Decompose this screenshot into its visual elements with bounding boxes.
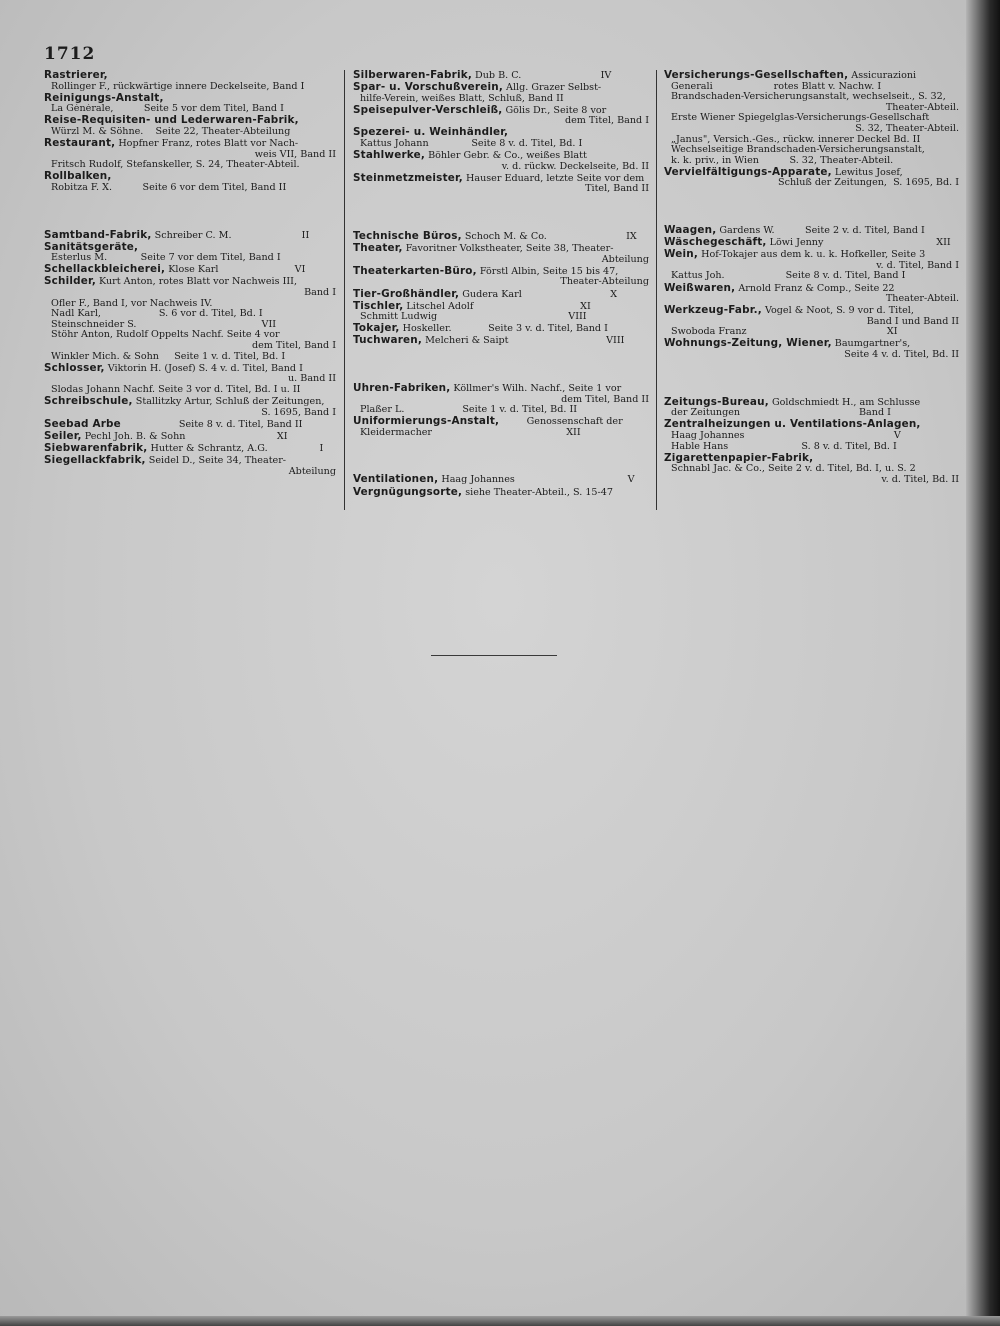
directory-entry xyxy=(353,416,649,438)
entry-heading: Tuchwaren, xyxy=(353,335,423,347)
entry-heading: Theaterkarten-Büro, xyxy=(353,265,477,277)
entry-line xyxy=(664,453,959,465)
entry-line xyxy=(44,264,336,276)
entry-text: Hauser Eduard, letzte Seite vor dem xyxy=(462,172,645,184)
entry-text: Gölis Dr., Seite 8 vor xyxy=(502,104,607,116)
entry-line xyxy=(664,167,959,179)
entry-heading: Restaurant, xyxy=(44,138,116,150)
entry-heading: Siegellackfabrik, xyxy=(44,454,146,466)
entry-line xyxy=(353,70,649,82)
entry-heading: Theater, xyxy=(353,243,403,255)
entry-line xyxy=(664,442,959,453)
entry-line xyxy=(664,261,959,272)
entry-text: Klose Karl VI xyxy=(165,264,306,276)
entry-heading: Rastrierer, xyxy=(44,70,108,81)
entry-text: Baumgartner's, xyxy=(831,338,911,350)
entry-text: Brandschaden-Versicherungsanstalt, wechselseit., S. 32, xyxy=(671,92,946,103)
entry-line xyxy=(664,317,959,328)
entry-line xyxy=(353,82,649,94)
page-number: 1712 xyxy=(44,44,96,64)
entry-text: Kurt Anton, rotes Blatt vor Nachweis III, xyxy=(96,276,298,288)
entry-line xyxy=(664,124,959,135)
directory-entry xyxy=(353,301,649,323)
entry-text: Lewitus Josef, xyxy=(831,166,903,178)
directory-entry xyxy=(44,363,336,396)
entry-text: Stöhr Anton, Rudolf Oppelts Nachf. Seite 4 vor xyxy=(51,330,280,341)
entry-line xyxy=(44,363,336,375)
entry-heading: Seiler, xyxy=(44,430,82,442)
entry-text: Würzl M. & Söhne. Seite 22, Theater-Abteilung xyxy=(51,126,291,137)
entry-line xyxy=(353,150,649,162)
entry-heading: Werkzeug-Fabr., xyxy=(664,305,762,317)
directory-entry xyxy=(664,419,959,452)
entry-heading: Tier-Großhändler, xyxy=(353,288,460,300)
directory-entry xyxy=(44,242,336,264)
entry-line xyxy=(664,305,959,317)
entry-text: Melcheri & Saipt VIII xyxy=(422,335,625,347)
directory-entry xyxy=(353,105,649,127)
directory-entry xyxy=(353,150,649,172)
entry-text: Kleidermacher XII xyxy=(360,427,581,438)
entry-heading: Vervielfältigungs-Apparate, xyxy=(664,166,832,178)
entry-text: Schnabl Jac. & Co., Seite 2 v. d. Titel, Bd. I, u. S. 2 xyxy=(671,464,916,475)
entry-heading: Wäschegeschäft, xyxy=(664,237,767,249)
entry-text: La Générale, Seite 5 vor dem Titel, Band I xyxy=(51,104,284,115)
entry-line xyxy=(44,150,336,161)
entry-line xyxy=(353,383,649,395)
entry-text: Schmitt Ludwig VIII xyxy=(360,312,587,323)
entry-line xyxy=(353,116,649,127)
entry-line xyxy=(353,289,649,301)
entry-line xyxy=(353,335,649,347)
entry-line xyxy=(44,443,336,455)
entry-line xyxy=(353,162,649,173)
entry-text: Theater-Abteilung xyxy=(560,277,649,288)
directory-entry xyxy=(664,283,959,305)
entry-line xyxy=(44,242,336,254)
directory-entry xyxy=(664,167,959,189)
entry-text: S. 1695, Band I xyxy=(261,407,336,418)
entry-text: Plaßer L. Seite 1 v. d. Titel, Bd. II xyxy=(360,405,578,416)
entry-line xyxy=(664,70,959,82)
directory-entry xyxy=(353,70,649,82)
entry-line xyxy=(353,395,649,406)
entry-line xyxy=(664,408,959,419)
entry-text: Seidel D., Seite 34, Theater- xyxy=(145,454,287,466)
entry-line xyxy=(664,419,959,431)
directory-entry xyxy=(353,231,649,243)
entry-heading: Waagen, xyxy=(664,225,717,237)
entry-text: dem Titel, Band I xyxy=(251,340,336,351)
entry-heading: Zigarettenpapier-Fabrik, xyxy=(664,452,814,464)
entry-heading: Versicherungs-Gesellschaften, xyxy=(664,70,849,81)
entry-text: Slodas Johann Nachf. Seite 3 vor d. Titel, Bd. I u. II xyxy=(51,384,301,395)
entry-line xyxy=(353,139,649,150)
entry-line xyxy=(353,416,649,428)
entry-line xyxy=(353,231,649,243)
entry-line xyxy=(353,173,649,185)
entry-text: v. d. rückw. Deckelseite, Bd. II xyxy=(501,161,649,172)
entry-text: Goldschmiedt H., am Schlusse xyxy=(768,396,921,408)
directory-entry xyxy=(44,443,336,455)
entry-heading: Vergnügungsorte, xyxy=(353,486,463,498)
entry-line xyxy=(664,350,959,361)
entry-text: Abteilung xyxy=(601,254,649,265)
entry-line xyxy=(664,135,959,146)
directory-entry xyxy=(44,230,336,242)
entry-heading: Tokajer, xyxy=(353,323,400,335)
entry-text: weis VII, Band II xyxy=(254,149,336,160)
entry-heading: Sanitätsgeräte, xyxy=(44,241,139,253)
entry-line xyxy=(44,385,336,396)
entry-text: hilfe-Verein, weißes Blatt, Schluß, Band II xyxy=(360,93,564,104)
entry-line xyxy=(664,225,959,237)
entry-line xyxy=(664,103,959,114)
entry-text: k. k. priv., in Wien S. 32, Theater-Abteil. xyxy=(671,155,894,166)
entry-line xyxy=(44,171,336,183)
entry-line xyxy=(353,255,649,266)
entry-line xyxy=(664,283,959,295)
entry-heading: Silberwaren-Fabrik, xyxy=(353,70,472,81)
entry-text: S. 32, Theater-Abteil. xyxy=(855,123,959,134)
entry-text: Viktorin H. (Josef) S. 4 v. d. Titel, Band I xyxy=(104,362,303,374)
directory-entry xyxy=(44,171,336,193)
entry-line xyxy=(664,271,959,282)
directory-entry xyxy=(353,487,649,499)
entry-line xyxy=(44,183,336,194)
entry-text: v. d. Titel, Bd. II xyxy=(881,474,959,485)
entry-text: dem Titel, Band II xyxy=(561,394,649,405)
directory-entry xyxy=(664,225,959,237)
entry-text: Erste Wiener Spiegelglas-Versicherungs-Gesellschaft xyxy=(671,113,930,124)
directory-entry xyxy=(44,276,336,362)
entry-line xyxy=(44,467,336,478)
entry-text: Kattus Johann Seite 8 v. d. Titel, Bd. I xyxy=(360,139,583,150)
entry-text: Allg. Grazer Selbst- xyxy=(503,82,602,94)
entry-text: Hof-Tokajer aus dem k. u. k. Hofkeller, Seite 3 xyxy=(698,249,926,261)
entry-line xyxy=(44,341,336,352)
entry-text: Hoskeller. Seite 3 v. d. Titel, Band I xyxy=(399,323,608,335)
entry-text: Hopfner Franz, rotes Blatt vor Nach- xyxy=(115,138,299,150)
directory-entry xyxy=(44,70,336,92)
directory-entry xyxy=(353,82,649,104)
index-column-3 xyxy=(664,70,959,486)
directory-entry xyxy=(353,323,649,335)
entry-line xyxy=(44,330,336,341)
directory-entry xyxy=(664,397,959,419)
entry-line xyxy=(664,237,959,249)
entry-text: Stallitzky Artur, Schluß der Zeitungen, xyxy=(132,395,325,407)
entry-line xyxy=(44,82,336,93)
entry-text: Nadl Karl, S. 6 vor d. Titel, Bd. I xyxy=(51,309,263,320)
entry-line xyxy=(664,327,959,338)
entry-text: der Zeitungen Band I xyxy=(671,408,891,419)
entry-line xyxy=(44,431,336,443)
entry-text: Hutter & Schrantz, A.G. I xyxy=(147,442,324,454)
entry-line xyxy=(44,455,336,467)
entry-text: Fritsch Rudolf, Stefanskeller, S. 24, Theater-Abteil. xyxy=(51,160,300,171)
entry-line xyxy=(44,374,336,385)
entry-heading: Spar- u. Vorschußverein, xyxy=(353,82,503,94)
entry-line xyxy=(353,487,649,499)
directory-entry xyxy=(353,173,649,195)
directory-entry xyxy=(353,127,649,149)
entry-line xyxy=(44,276,336,288)
entry-line xyxy=(664,464,959,475)
entry-text: Dub B. C. IV xyxy=(472,70,612,81)
entry-heading: Ventilationen, xyxy=(353,474,439,486)
entry-text: siehe Theater-Abteil., S. 15-47 xyxy=(462,486,613,498)
entry-text: Schreiber C. M. II xyxy=(151,229,310,241)
directory-entry xyxy=(44,115,336,137)
entry-text: Litschel Adolf XI xyxy=(403,300,591,312)
entry-line xyxy=(44,93,336,105)
entry-text: u. Band II xyxy=(288,374,336,385)
directory-entry xyxy=(353,335,649,347)
page-edge-bottom xyxy=(0,1316,1000,1326)
entry-line xyxy=(664,338,959,350)
entry-line xyxy=(44,253,336,264)
entry-text: Haag Johannes V xyxy=(671,430,901,441)
entry-text: Hable Hans S. 8 v. d. Titel, Bd. I xyxy=(671,441,897,452)
entry-text: Steinschneider S. VII xyxy=(51,319,277,330)
entry-line xyxy=(664,82,959,93)
entry-line xyxy=(44,288,336,299)
entry-text: Wechselseitige Brandschaden-Versicherungsanstalt, xyxy=(671,145,925,156)
entry-heading: Rollbalken, xyxy=(44,171,112,183)
entry-line xyxy=(664,178,959,189)
entry-heading: Reinigungs-Anstalt, xyxy=(44,92,164,104)
directory-entry xyxy=(664,237,959,249)
directory-entry xyxy=(353,474,649,486)
directory-entry xyxy=(353,243,649,265)
entry-text: Ofler F., Band I, vor Nachweis IV. xyxy=(51,298,213,309)
entry-heading: Zeitungs-Bureau, xyxy=(664,396,769,408)
entry-heading: Zentralheizungen u. Ventilations-Anlagen, xyxy=(664,419,921,431)
entry-text: Band I und Band II xyxy=(866,316,959,327)
entry-heading: Seebad Arbe xyxy=(44,418,121,430)
entry-text: Rollinger F., rückwärtige innere Deckelseite, Band I xyxy=(51,81,305,92)
entry-text: Robitza F. X. Seite 6 vor dem Titel, Band II xyxy=(51,182,287,193)
directory-entry xyxy=(44,93,336,115)
entry-line xyxy=(353,428,649,439)
directory-entry xyxy=(44,264,336,276)
entry-line xyxy=(44,70,336,82)
entry-line xyxy=(44,127,336,138)
entry-heading: Uhren-Fabriken, xyxy=(353,382,451,394)
entry-text: Haag Johannes V xyxy=(438,474,635,486)
directory-entry xyxy=(353,266,649,288)
entry-text: Schluß der Zeitungen, S. 1695, Bd. I xyxy=(778,178,959,189)
entry-heading: Speisepulver-Verschleiß, xyxy=(353,104,503,116)
entry-line xyxy=(44,320,336,331)
entry-heading: Spezerei- u. Weinhändler, xyxy=(353,127,509,139)
entry-text: Theater-Abteil. xyxy=(885,102,959,113)
entry-heading: Siebwarenfabrik, xyxy=(44,442,148,454)
entry-line xyxy=(44,138,336,150)
entry-text: Köllmer's Wilh. Nachf., Seite 1 vor xyxy=(450,382,622,394)
entry-line xyxy=(664,249,959,261)
entry-line xyxy=(664,431,959,442)
directory-entry xyxy=(664,70,959,166)
entry-line xyxy=(664,92,959,103)
entry-line xyxy=(353,301,649,313)
entry-line xyxy=(44,419,336,431)
directory-entry xyxy=(353,289,649,301)
entry-heading: Schilder, xyxy=(44,276,96,288)
entry-text: Genossenschaft der xyxy=(499,416,623,428)
directory-entry xyxy=(664,453,959,486)
entry-text: Seite 8 v. d. Titel, Band II xyxy=(120,418,303,430)
entry-line xyxy=(353,105,649,117)
entry-heading: Schlosser, xyxy=(44,362,105,374)
entry-heading: Steinmetzmeister, xyxy=(353,172,463,184)
section-divider xyxy=(431,655,557,656)
entry-line xyxy=(664,294,959,305)
entry-text: Pechl Joh. B. & Sohn XI xyxy=(81,430,288,442)
entry-text: Gudera Karl X xyxy=(459,288,618,300)
index-column-2 xyxy=(353,70,649,499)
entry-text: „Janus", Versich.-Ges., rückw. innerer Deckel Bd. II xyxy=(671,134,921,145)
entry-line xyxy=(44,408,336,419)
entry-heading: Wein, xyxy=(664,249,699,261)
entry-heading: Weißwaren, xyxy=(664,282,736,294)
entry-line xyxy=(44,299,336,310)
entry-line xyxy=(664,113,959,124)
entry-line xyxy=(353,405,649,416)
entry-text: Titel, Band II xyxy=(585,184,649,195)
entry-text: Vogel & Noot, S. 9 vor d. Titel, xyxy=(761,305,914,317)
entry-text: dem Titel, Band I xyxy=(564,116,649,127)
directory-entry xyxy=(44,419,336,431)
entry-heading: Uniformierungs-Anstalt, xyxy=(353,416,500,428)
entry-line xyxy=(353,312,649,323)
entry-line xyxy=(353,277,649,288)
entry-text: Schoch M. & Co. IX xyxy=(461,231,637,243)
entry-line xyxy=(44,396,336,408)
entry-heading: Stahlwerke, xyxy=(353,150,426,162)
entry-text: Band I xyxy=(304,288,336,298)
entry-heading: Schreibschule, xyxy=(44,395,133,407)
entry-line xyxy=(353,474,649,486)
directory-entry xyxy=(44,396,336,418)
entry-line xyxy=(44,104,336,115)
entry-text: Favoritner Volkstheater, Seite 38, Theater- xyxy=(402,243,614,255)
index-column-1 xyxy=(44,70,336,478)
entry-text: Gardens W. Seite 2 v. d. Titel, Band I xyxy=(716,225,925,237)
entry-text: Theater-Abteil. xyxy=(885,294,959,305)
entry-line xyxy=(353,323,649,335)
entry-line xyxy=(44,230,336,242)
directory-entry xyxy=(664,338,959,360)
entry-text: Arnold Franz & Comp., Seite 22 xyxy=(735,282,895,294)
entry-line xyxy=(44,115,336,127)
entry-heading: Reise-Requisiten- und Lederwaren-Fabrik, xyxy=(44,115,299,127)
directory-entry xyxy=(44,431,336,443)
entry-text: Winkler Mich. & Sohn Seite 1 v. d. Titel, Bd. I xyxy=(51,351,286,362)
entry-text: Löwi Jenny XII xyxy=(766,237,951,249)
entry-line xyxy=(664,145,959,156)
column-rule-1 xyxy=(344,70,345,510)
entry-text: Assicurazioni xyxy=(848,70,917,81)
entry-text: Seite 4 v. d. Titel, Bd. II xyxy=(844,350,959,361)
entry-line xyxy=(664,397,959,409)
directory-entry xyxy=(44,138,336,171)
entry-heading: Tischler, xyxy=(353,300,404,312)
entry-text: Förstl Albin, Seite 15 bis 47, xyxy=(476,265,619,277)
entry-text: Abteilung xyxy=(288,466,336,477)
column-rule-2 xyxy=(656,70,657,510)
entry-line xyxy=(664,475,959,486)
entry-text: Generali rotes Blatt v. Nachw. I xyxy=(671,81,882,92)
entry-line xyxy=(353,127,649,139)
entry-heading: Technische Büros, xyxy=(353,231,462,243)
directory-entry xyxy=(44,455,336,477)
entry-line xyxy=(353,184,649,195)
entry-line xyxy=(353,243,649,255)
directory-entry xyxy=(353,383,649,416)
entry-text: Swoboda Franz XI xyxy=(671,327,898,338)
directory-entry xyxy=(664,305,959,338)
entry-heading: Schellackbleicherei, xyxy=(44,264,166,276)
entry-text: Böhler Gebr. & Co., weißes Blatt xyxy=(425,150,587,162)
page-edge-shadow xyxy=(966,0,1000,1326)
entry-line xyxy=(664,156,959,167)
entry-line xyxy=(44,160,336,171)
entry-line xyxy=(44,309,336,320)
entry-text: v. d. Titel, Band I xyxy=(876,260,959,271)
entry-text: Esterlus M. Seite 7 vor dem Titel, Band I xyxy=(51,253,281,264)
entry-line xyxy=(44,352,336,363)
entry-line xyxy=(353,266,649,278)
entry-heading: Samtband-Fabrik, xyxy=(44,229,152,241)
entry-heading: Wohnungs-Zeitung, Wiener, xyxy=(664,338,832,350)
entry-text: Kattus Joh. Seite 8 v. d. Titel, Band I xyxy=(671,271,906,282)
entry-line xyxy=(353,94,649,105)
directory-entry xyxy=(664,249,959,282)
